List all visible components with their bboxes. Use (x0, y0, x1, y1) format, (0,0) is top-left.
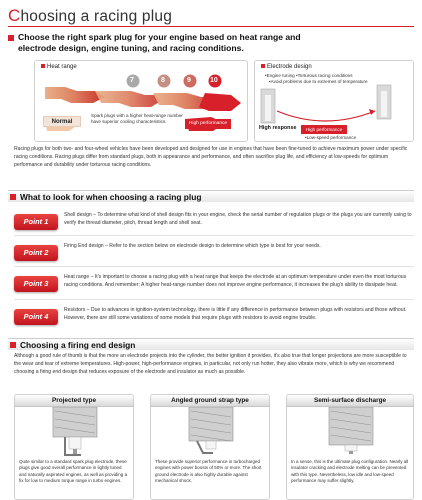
electrode-design-panel (254, 60, 414, 142)
point-text: Firing End design – Refer to the section below on electrode design to determine which type is best for your needs. (64, 243, 321, 249)
intro-heading: Choose the right spark plug for your engine based on heat range and electrode design, engine tuning, and racing conditions. (8, 32, 414, 53)
angled-plug-image (151, 407, 269, 459)
card-text: These provide superior performance in turbocharged engines with power boosts of 50% or more. The short ground electrode is also highly durable against mechanical shock. (155, 459, 262, 483)
angled-strap-card (150, 394, 270, 500)
electrode-high-performance-label: High performance (301, 125, 347, 134)
heat-number-10: 10 (210, 77, 218, 84)
page-title: Choosing a racing plug (8, 6, 173, 25)
card-text: In a sense, this is the ultimate plug configuration. Nearly all insulator cracking and electrode melting can be prevented with this type. Nevertheless, low idle and low-speed performance may suffer slightly. (291, 459, 409, 483)
semi-surface-card (286, 394, 414, 500)
electrode-bullet-1: •Engine tuning •Torturous racing conditions (265, 73, 353, 78)
card-title: Projected type (15, 395, 133, 407)
heat-range-caption: Spark plugs with a higher heat-range number have superior cooling characteristics. (91, 113, 183, 124)
projected-type-card (14, 394, 134, 500)
point-text: Shell design – To determine what kind of shell design fits in your engine, check the serial number of regulation plugs or the plugs you are currently using to verify the thread diameter, pitch, thread length and shell seat. (64, 212, 412, 226)
high-performance-label: High performance (185, 119, 231, 129)
point-row (14, 272, 414, 300)
heat-number-9: 9 (187, 77, 191, 84)
electrode-bullet-2: •Avoid problems due to extremes of temperature (269, 79, 368, 84)
point-badge: Point 3 (14, 276, 58, 292)
firing-end-section-header: Choosing a firing end design (8, 338, 414, 350)
point-row (14, 305, 414, 333)
point-text: Resistors – Due to advances in ignition-system technology, there is little if any difference in performance between plugs with resistors and those without. However, there are still some variations of some models that require plugs with resistors to avoid engine trouble. (64, 307, 407, 321)
heat-number-8: 8 (161, 77, 165, 84)
firing-end-paragraph: Although a good rule of thumb is that the more an electrode projects into the cylinder, the better ignition it provides, it's also true that longer projections are more susceptible to the wear and tear of extreme temperatures. High-power, high-performance engines, in particular, not only run hotter, they also vibrate more, which is why we recommend choosing a firing end design that reduces exposure of the electrode and insulator as much as possible. (14, 353, 407, 375)
point-badge: Point 2 (14, 245, 58, 261)
look-for-section-header: What to look for when choosing a racing plug (8, 190, 414, 202)
electrode-design-title: Electrode design (261, 64, 312, 70)
card-title: Semi-surface discharge (287, 395, 413, 407)
semi-surface-plug-image (287, 407, 413, 459)
point-text: Heat range – It's important to choose a racing plug with a heat range that keeps the electrode at an optimum temperature under even the most torturous racing conditions. And remember: A higher heat-range number does not improve engine performance, it increases the plug's ability to dissipate heat. (64, 274, 407, 288)
card-text: Quite similar to a standard spark plug electrode, these plugs give good overall performance in lightly tuned and naturally aspirated engines, as well as providing a fix for low to medium torque range in turbo engines. (19, 459, 128, 483)
heat-number-7: 7 (130, 77, 134, 84)
heat-range-title: Heat range (41, 64, 77, 70)
bullet-square-icon (8, 35, 14, 41)
title-rule (8, 26, 414, 27)
low-speed-label: •Low-speed performance (305, 135, 357, 140)
projected-plug-image (15, 407, 133, 459)
normal-label: Normal (43, 116, 81, 127)
heat-range-panel (34, 60, 248, 142)
high-response-label: High response (259, 125, 297, 131)
point-row (14, 241, 414, 267)
intro-paragraph: Racing plugs for both two- and four-wheel vehicles have been developed and designed for use in engines that have been fine-tuned to achieve maximum power under specific racing conditions. Racing plugs differ from standard plugs, both in appearance and performance, and often sacrifice plug life, and efficiency at low-speeds for optimum performance and durability under torturous racing conditions. (14, 146, 408, 168)
point-badge: Point 4 (14, 309, 58, 325)
card-title: Angled ground strap type (151, 395, 269, 407)
point-row (14, 210, 414, 236)
bullet-square-icon (10, 342, 16, 348)
point-badge: Point 1 (14, 214, 58, 230)
bullet-square-icon (10, 194, 16, 200)
heat-range-illustration (35, 61, 249, 143)
